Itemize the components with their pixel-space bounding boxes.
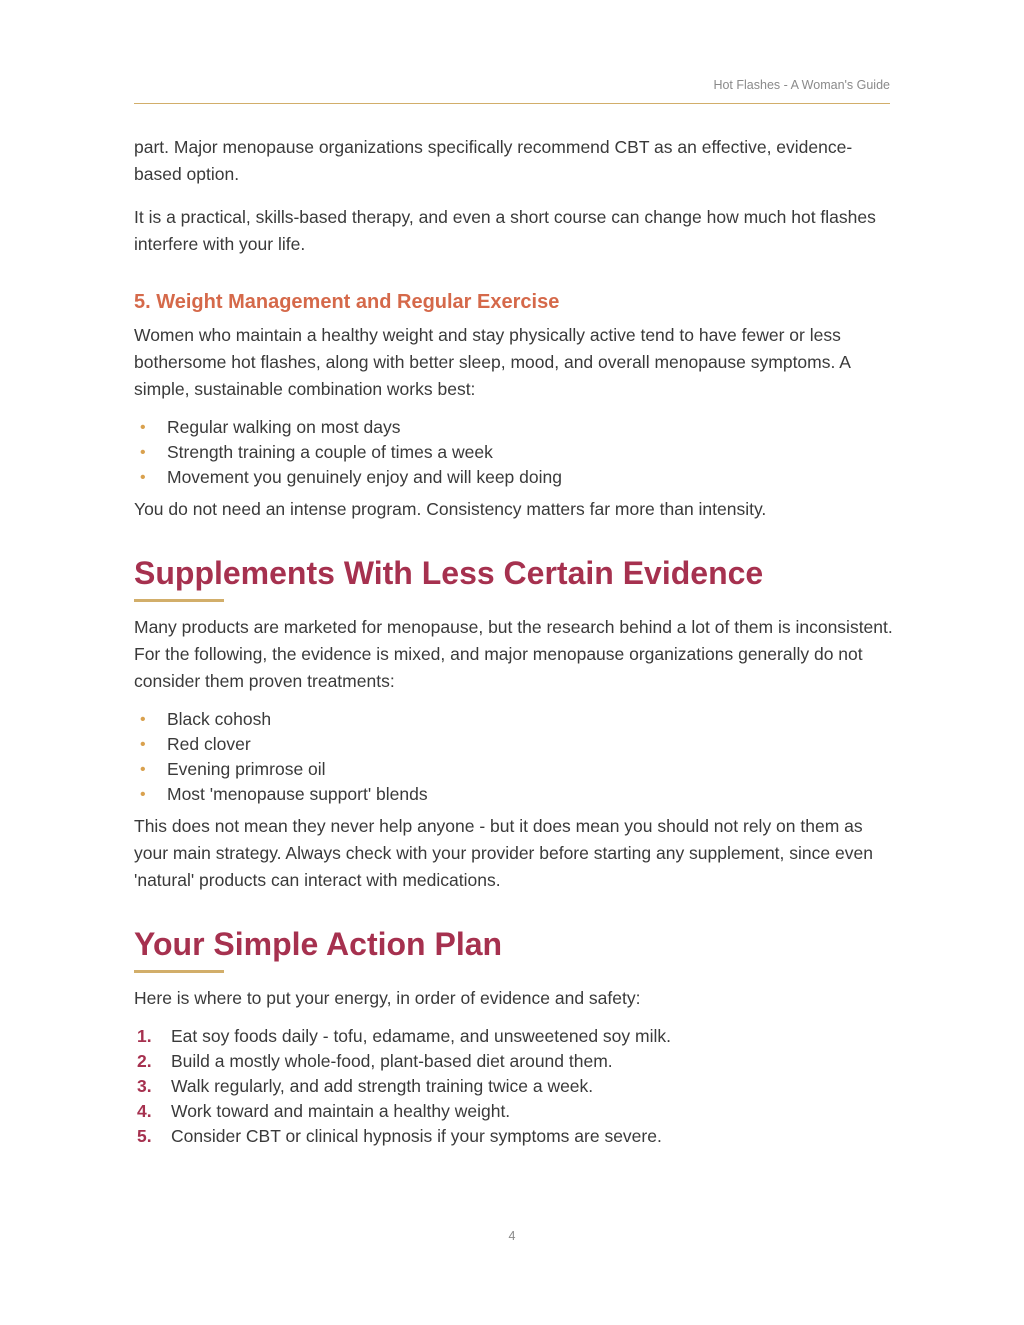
supplements-closing: This does not mean they never help anyone - but it does mean you should not rely on them as your main strategy. Always check with your provider before starting any supplement, since even 'natural' products can interact with medications. xyxy=(134,816,873,890)
step-number: 3. xyxy=(137,1076,152,1096)
list-item xyxy=(134,1124,894,1149)
bullet-dot-icon: • xyxy=(140,736,146,753)
bullet-dot-icon: • xyxy=(140,469,146,486)
weight-exercise-intro: Women who maintain a healthy weight and stay physically active tend to have fewer or less bothersome hot flashes, along with better sleep, mood, and overall menopause symptoms. A simple, sustainable combination works best: xyxy=(134,325,850,399)
list-item-text: Black cohosh xyxy=(167,709,272,729)
weight-exercise-closing: You do not need an intense program. Consistency matters far more than intensity. xyxy=(134,499,767,519)
list-item-text: Strength training a couple of times a week xyxy=(167,442,493,462)
list-item xyxy=(134,707,894,732)
list-item xyxy=(134,782,894,807)
action-plan-list xyxy=(134,1024,894,1149)
action-plan-intro: Here is where to put your energy, in order of evidence and safety: xyxy=(134,988,641,1008)
bullet-dot-icon: • xyxy=(140,786,146,803)
list-item-text: Evening primrose oil xyxy=(167,759,326,779)
page-number: 4 xyxy=(508,1229,516,1243)
list-item xyxy=(134,465,894,490)
page-content xyxy=(134,134,894,1149)
list-item-text: Movement you genuinely enjoy and will keep doing xyxy=(167,467,562,487)
list-item xyxy=(134,1024,894,1049)
intro-paragraph-1: part. Major menopause organizations specifically recommend CBT as an effective, evidence-based option. xyxy=(134,137,853,184)
step-text: Work toward and maintain a healthy weight. xyxy=(171,1101,511,1121)
bullet-dot-icon: • xyxy=(140,711,146,728)
step-number: 5. xyxy=(137,1126,152,1146)
header-divider xyxy=(134,103,890,104)
list-item xyxy=(134,732,894,757)
step-text: Build a mostly whole-food, plant-based diet around them. xyxy=(171,1051,613,1071)
supplements-heading: Supplements With Less Certain Evidence xyxy=(134,555,764,591)
step-text: Walk regularly, and add strength training twice a week. xyxy=(171,1076,594,1096)
supplements-list xyxy=(134,707,894,807)
step-text: Eat soy foods daily - tofu, edamame, and unsweetened soy milk. xyxy=(171,1026,671,1046)
list-item xyxy=(134,1049,894,1074)
running-header-title: Hot Flashes - A Woman's Guide xyxy=(713,78,890,92)
list-item xyxy=(134,440,894,465)
list-item xyxy=(134,1074,894,1099)
step-number: 2. xyxy=(137,1051,152,1071)
heading-underline xyxy=(134,599,224,602)
list-item xyxy=(134,415,894,440)
intro-paragraph-2: It is a practical, skills-based therapy, and even a short course can change how much hot flashes interfere with your life. xyxy=(134,207,876,254)
heading-underline xyxy=(134,970,224,973)
list-item xyxy=(134,757,894,782)
step-number: 4. xyxy=(137,1101,152,1121)
list-item xyxy=(134,1099,894,1124)
action-plan-heading: Your Simple Action Plan xyxy=(134,926,503,962)
list-item-text: Most 'menopause support' blends xyxy=(167,784,428,804)
list-item-text: Regular walking on most days xyxy=(167,417,401,437)
weight-exercise-list xyxy=(134,415,894,490)
step-number: 1. xyxy=(137,1026,152,1046)
step-text: Consider CBT or clinical hypnosis if your symptoms are severe. xyxy=(171,1126,662,1146)
bullet-dot-icon: • xyxy=(140,419,146,436)
weight-exercise-heading: 5. Weight Management and Regular Exercise xyxy=(134,291,560,313)
supplements-intro: Many products are marketed for menopause, but the research behind a lot of them is inconsistent. For the following, the evidence is mixed, and major menopause organizations generally do not consider them proven treatments: xyxy=(134,617,893,691)
list-item-text: Red clover xyxy=(167,734,251,754)
bullet-dot-icon: • xyxy=(140,444,146,461)
bullet-dot-icon: • xyxy=(140,761,146,778)
